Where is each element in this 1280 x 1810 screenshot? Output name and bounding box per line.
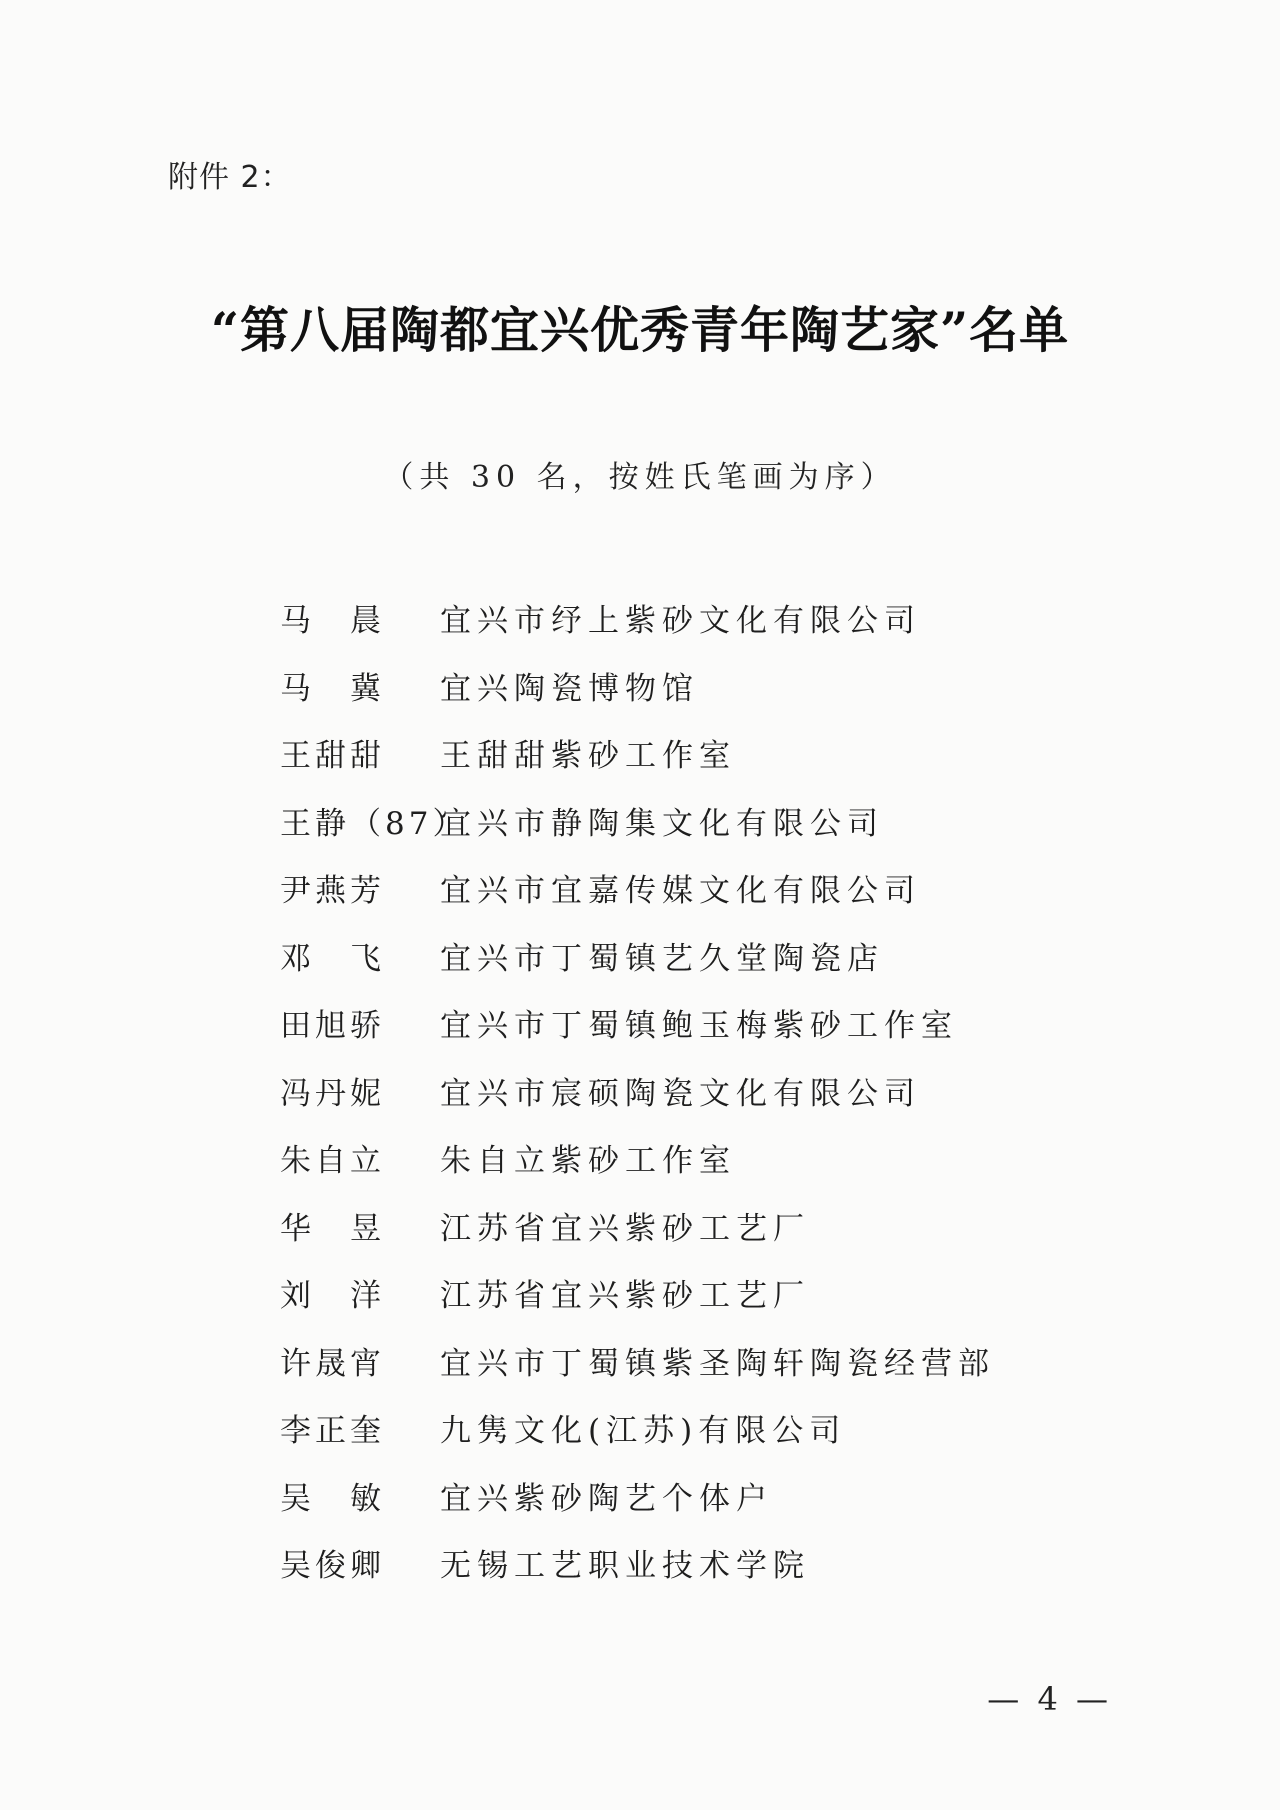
organization-name: 宜兴市丁蜀镇紫圣陶轩陶瓷经营部: [440, 1345, 995, 1382]
organization-name: 朱自立紫砂工作室: [440, 1143, 736, 1180]
roster-row: [280, 922, 1100, 990]
roster-row: [280, 1394, 1100, 1462]
person-name: 马 冀: [280, 670, 385, 707]
roster-row: [280, 1124, 1100, 1192]
person-name: 刘 洋: [280, 1278, 385, 1315]
roster-list: [280, 584, 1100, 1597]
organization-name: 宜兴紫砂陶艺个体户: [440, 1480, 773, 1517]
roster-row: [280, 854, 1100, 922]
roster-row: [280, 1192, 1100, 1260]
roster-row: [280, 652, 1100, 720]
roster-row: [280, 584, 1100, 652]
roster-row: [280, 1529, 1100, 1597]
organization-name: 江苏省宜兴紫砂工艺厂: [440, 1210, 810, 1247]
person-name: 王甜甜: [280, 738, 385, 775]
roster-row: [280, 787, 1100, 855]
person-name: 朱自立: [280, 1143, 385, 1180]
person-name: 尹燕芳: [280, 873, 385, 910]
organization-name: 宜兴市丁蜀镇艺久堂陶瓷店: [440, 940, 884, 977]
attachment-label: 附件 2：: [168, 160, 292, 195]
organization-name: 宜兴市宸硕陶瓷文化有限公司: [440, 1075, 921, 1112]
person-name: 邓 飞: [280, 940, 385, 977]
roster-row: [280, 719, 1100, 787]
document-title: “第八届陶都宜兴优秀青年陶艺家”名单: [210, 301, 1070, 359]
organization-name: 宜兴市纾上紫砂文化有限公司: [440, 603, 921, 640]
person-name: 吴俊卿: [280, 1548, 385, 1585]
person-name: 田旭骄: [280, 1008, 385, 1045]
roster-row: [280, 1259, 1100, 1327]
organization-name: 宜兴市静陶集文化有限公司: [440, 805, 884, 842]
roster-row: [280, 989, 1100, 1057]
person-name: 吴 敏: [280, 1480, 385, 1517]
person-name: 王静（87）: [280, 805, 468, 842]
organization-name: 九隽文化(江苏)有限公司: [440, 1413, 847, 1450]
organization-name: 宜兴市丁蜀镇鲍玉梅紫砂工作室: [440, 1008, 958, 1045]
person-name: 冯丹妮: [280, 1075, 385, 1112]
person-name: 李正奎: [280, 1413, 385, 1450]
roster-row: [280, 1327, 1100, 1395]
organization-name: 江苏省宜兴紫砂工艺厂: [440, 1278, 810, 1315]
roster-row: [280, 1462, 1100, 1530]
organization-name: 王甜甜紫砂工作室: [440, 738, 736, 775]
roster-row: [280, 1057, 1100, 1125]
document-subtitle: （共 30 名，按姓氏笔画为序）: [383, 460, 897, 495]
organization-name: 无锡工艺职业技术学院: [440, 1548, 810, 1585]
organization-name: 宜兴市宜嘉传媒文化有限公司: [440, 873, 921, 910]
person-name: 马 晨: [280, 603, 385, 640]
organization-name: 宜兴陶瓷博物馆: [440, 670, 699, 707]
page-number: — 4 —: [987, 1680, 1112, 1718]
person-name: 华 昱: [280, 1210, 385, 1247]
person-name: 许晟宵: [280, 1345, 385, 1382]
